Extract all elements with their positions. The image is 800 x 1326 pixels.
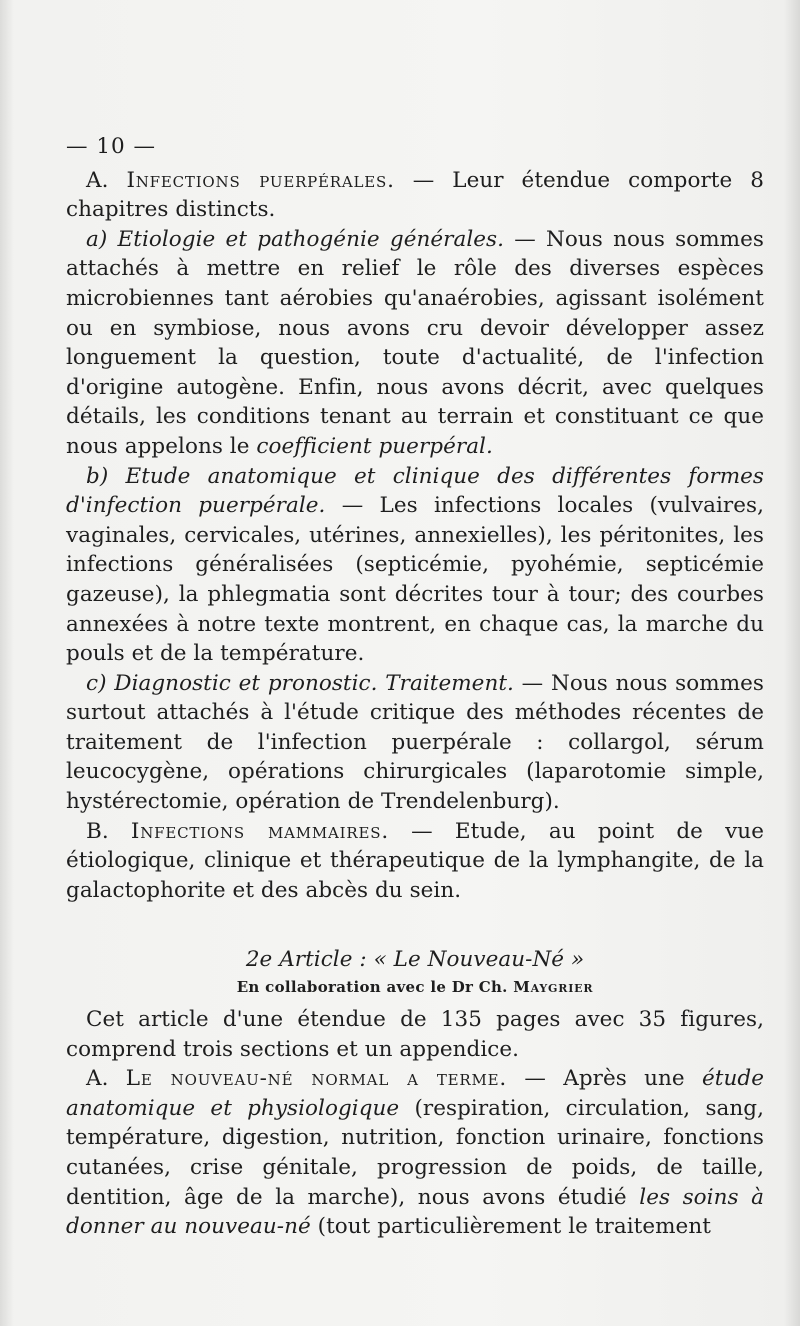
collaboration-line: En collaboration avec le Dr Ch. Maygrier — [236, 978, 594, 997]
article-2-section-a: A. Le nouveau-né normal a terme. — Après une étude anatomique et physiologique (respiration, circulation, sang, température, digestion, nutrition, fonction urinaire, fonctions cutanées, crise génitale, progression de poids, de taille, dentition, âge de la marche), nous avons étudié les soins à donner au nouveau-né (tout particulièrement le traitement — [66, 1066, 765, 1240]
term-soins: les soins à donner au nouveau-né — [66, 1184, 765, 1240]
subsection-b-heading: Etude anatomique et clinique des différentes formes d'infection puerpérale. — [66, 463, 765, 519]
term-etude-anatomique: étude anatomique et physiologique — [66, 1066, 764, 1121]
subsection-c-diagnostic: c) Diagnostic et pronostic. Traitement. — Nous nous sommes surtout attachés à l'étude critique des méthodes récentes de traitement de l'infection puerpérale : collargol, sérum leucocygène, opérations chirurgicales (laparotomie simple, hystérectomie, opération de Trendelenburg). — [66, 670, 764, 815]
page-body — [66, 132, 764, 1242]
article-2-title: 2e Article : « Le Nouveau-Né » — [245, 947, 585, 973]
subsection-a-etiologie: a) Etiologie et pathogénie générales. — Nous nous sommes attachés à mettre en relief le rôle des diverses espèces microbiennes tant aérobies qu'anaérobies, agissant isolément ou en symbiose, nous avons cru devoir développer assez longuement la question, toute d'actualité, de l'infection d'origine autogène. Enfin, nous avons décrit, avec quelques détails, les conditions tenant au terrain et constituant ce que nous appelons le coefficient puerpéral. — [66, 226, 764, 459]
term-coefficient: coefficient puerpéral. — [256, 433, 493, 459]
section-b-infections-mammaires: B. Infections mammaires. — Etude, au point de vue étiologique, clinique et thérapeutique de la lymphangite, de la galactophorite et des abcès du sein. — [66, 818, 764, 903]
page-number: — 10 — — [66, 134, 157, 159]
section-a-heading: Infections puerpérales. — [126, 167, 395, 193]
article-2-section-a-heading: Le nouveau-né normal a terme. — [125, 1066, 508, 1092]
section-a-infections-puerperales: A. Infections puerpérales. — Leur étendue comporte 8 chapitres distincts. — [66, 167, 764, 223]
subsection-c-heading: Diagnostic et pronostic. Traitement. — [114, 670, 514, 696]
article-2-intro: Cet article d'une étendue de 135 pages avec 35 figures, comprend trois sections et un appendice. — [66, 1007, 764, 1062]
subsection-b-etude: b) Etude anatomique et clinique des différentes formes d'infection puerpérale. — Les infections locales (vulvaires, vaginales, cervicales, utérines, annexielles), les péritonites, les infections généralisées (septicémie, pyohémie, septicémie gazeuse), la phlegmatia sont décrites tour à tour; des courbes annexées à notre texte montrent, en chaque cas, la marche du pouls et de la température. — [66, 463, 765, 667]
section-b-heading: Infections mammaires. — [130, 818, 389, 844]
collaborator-name: Maygrier — [513, 978, 594, 997]
subsection-a-heading: Etiologie et pathogénie générales. — [117, 226, 505, 252]
